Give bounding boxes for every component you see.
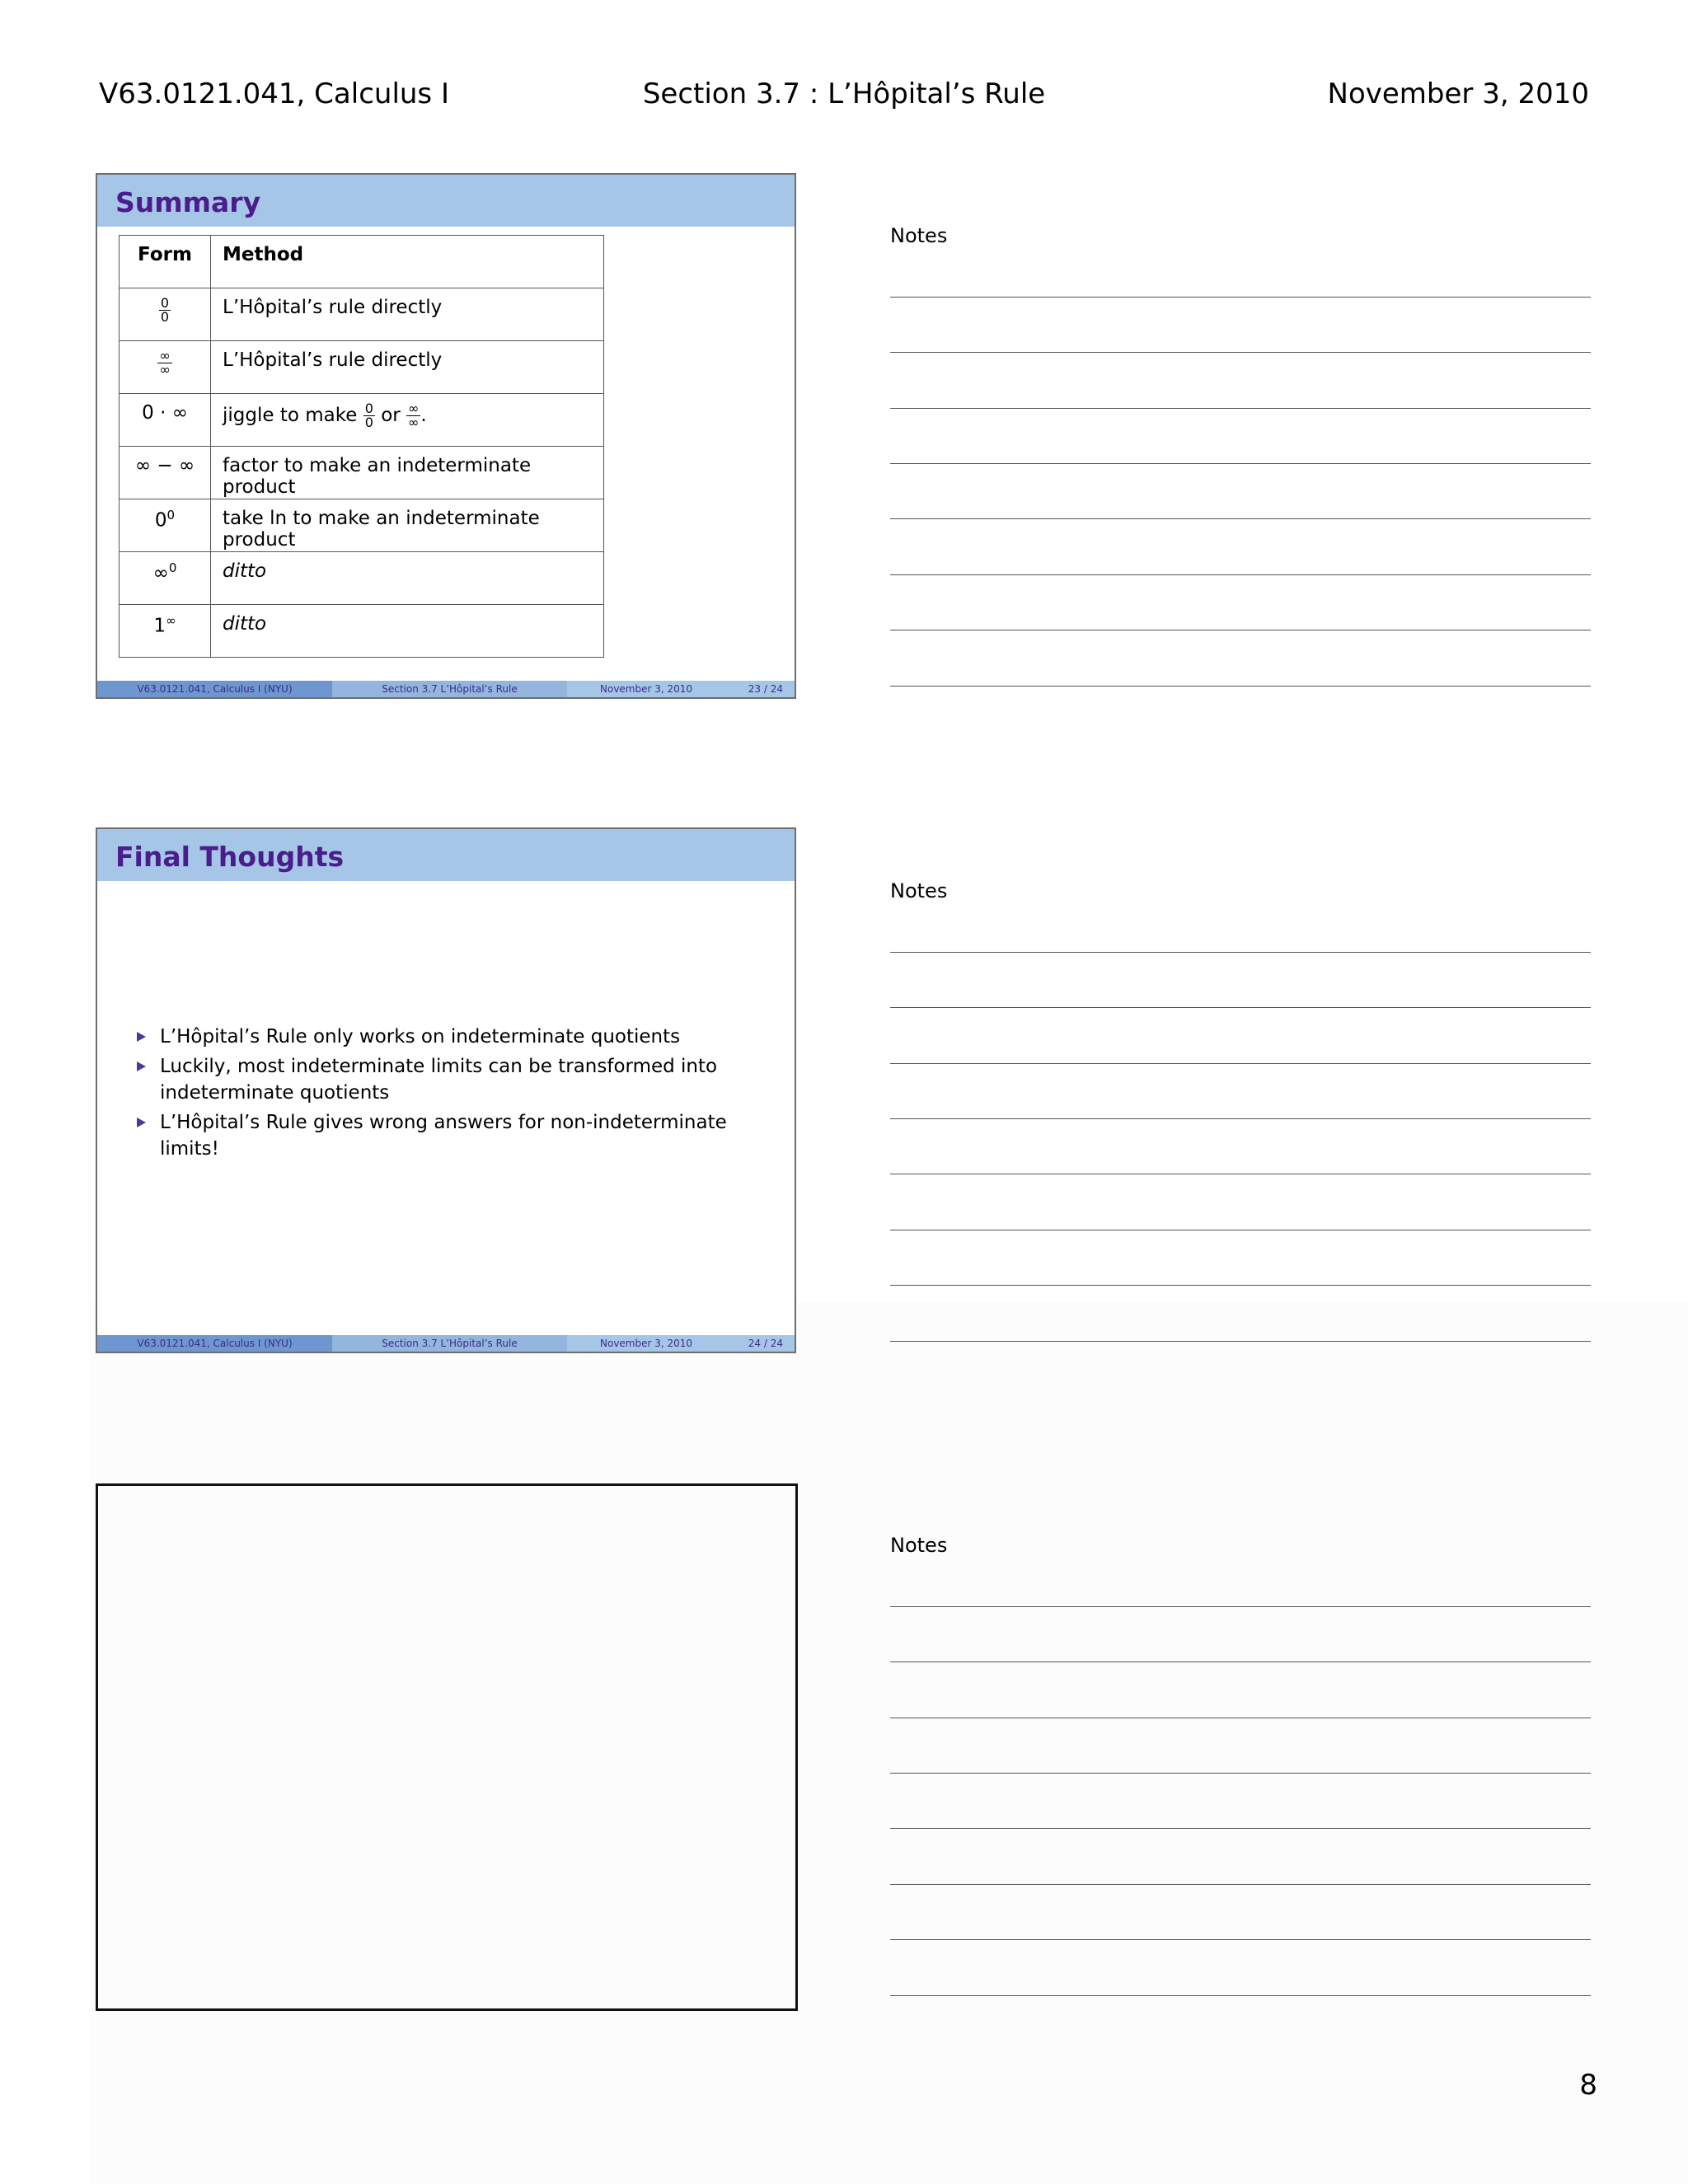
fraction <box>157 349 171 377</box>
page-number: 8 <box>1579 2069 1597 2102</box>
power-exponent: 0 <box>168 560 177 575</box>
form-cell: ∞ − ∞ <box>120 447 211 499</box>
header-date: November 3, 2010 <box>1327 77 1589 110</box>
method-cell: take ln to make an indeterminate product <box>211 499 604 552</box>
note-line <box>890 1606 1591 1607</box>
footer-course: V63.0121.041, Calculus I (NYU) <box>97 1335 332 1352</box>
slide-footer <box>97 681 795 697</box>
footer-date: November 3, 2010 <box>600 1338 693 1349</box>
header-section: Section 3.7 : L’Hôpital’s Rule <box>642 77 1046 110</box>
header-course: V63.0121.041, Calculus I <box>99 77 449 110</box>
footer-section: Section 3.7 L’Hôpital’s Rule <box>332 681 567 697</box>
slide-title: Summary <box>115 186 261 218</box>
form-cell <box>120 605 211 658</box>
footer-page: 24 / 24 <box>748 1338 783 1349</box>
blank-slide <box>96 1483 798 2011</box>
fraction-denominator: ∞ <box>408 415 420 430</box>
note-line <box>890 1007 1591 1008</box>
fraction-numerator: 0 <box>364 401 373 416</box>
method-cell: L’Hôpital’s rule directly <box>211 288 604 341</box>
slide-final-thoughts <box>96 827 796 1353</box>
notes-label: Notes <box>890 1534 948 1557</box>
footer-section: Section 3.7 L’Hôpital’s Rule <box>332 1335 567 1352</box>
fraction-denominator: ∞ <box>159 362 171 377</box>
method-text: . <box>420 405 427 426</box>
note-line <box>890 1939 1591 1940</box>
footer-right <box>567 681 795 697</box>
form-cell: 0 · ∞ <box>120 394 211 447</box>
form-cell <box>120 341 211 394</box>
fraction-denominator: 0 <box>160 309 170 325</box>
note-line <box>890 1063 1591 1064</box>
fraction <box>406 402 420 429</box>
footer-date: November 3, 2010 <box>600 683 693 695</box>
note-line <box>890 574 1591 575</box>
footer-page: 23 / 24 <box>748 683 783 695</box>
note-line <box>890 1884 1591 1885</box>
bullet-list <box>137 1024 763 1165</box>
note-line <box>890 518 1591 519</box>
method-cell: ditto <box>211 605 604 658</box>
footer-course: V63.0121.041, Calculus I (NYU) <box>97 681 332 697</box>
note-line <box>890 1285 1591 1286</box>
note-line <box>890 463 1591 464</box>
note-line <box>890 1995 1591 1996</box>
note-line <box>890 297 1591 298</box>
note-line <box>890 686 1591 687</box>
notes-label: Notes <box>890 224 948 247</box>
form-cell <box>120 499 211 552</box>
table-row <box>120 394 604 447</box>
footer-right <box>567 1335 795 1352</box>
table-row <box>120 499 604 552</box>
slide-footer <box>97 1335 795 1352</box>
list-item: Luckily, most indeterminate limits can be transformed into indeterminate quotients <box>137 1053 763 1106</box>
method-cell: L’Hôpital’s rule directly <box>211 341 604 394</box>
table-row <box>120 341 604 394</box>
column-header-method: Method <box>211 236 604 288</box>
power-exponent: 0 <box>166 508 176 523</box>
fraction <box>363 402 375 429</box>
note-line <box>890 1661 1591 1662</box>
column-header-form: Form <box>120 236 211 288</box>
fraction-numerator: 0 <box>160 295 170 311</box>
table-row <box>120 552 604 605</box>
form-cell <box>120 288 211 341</box>
notes-label: Notes <box>890 879 948 902</box>
power-base: 1 <box>153 615 166 637</box>
form-cell <box>120 552 211 605</box>
method-cell <box>211 394 604 447</box>
list-item: L’Hôpital’s Rule only works on indeterminate quotients <box>137 1024 763 1050</box>
note-line <box>890 1341 1591 1342</box>
note-line <box>890 408 1591 409</box>
method-cell: factor to make an indeterminate product <box>211 447 604 499</box>
slide-title: Final Thoughts <box>115 841 345 873</box>
power-base: 0 <box>154 509 167 532</box>
method-text: jiggle to make <box>223 405 358 426</box>
fraction-numerator: ∞ <box>408 401 420 416</box>
power-exponent: ∞ <box>166 613 176 628</box>
list-item: L’Hôpital’s Rule gives wrong answers for non-indeterminate limits! <box>137 1109 763 1162</box>
slide-summary <box>96 173 796 699</box>
fraction <box>159 297 171 324</box>
method-cell: ditto <box>211 552 604 605</box>
note-line <box>890 1118 1591 1119</box>
table-row <box>120 447 604 499</box>
table-header-row <box>120 236 604 288</box>
note-line <box>890 952 1591 953</box>
note-line <box>890 1773 1591 1774</box>
note-line <box>890 1828 1591 1829</box>
summary-table <box>119 235 604 658</box>
fraction-numerator: ∞ <box>159 348 171 363</box>
note-line <box>890 352 1591 353</box>
table-row <box>120 605 604 658</box>
method-text: or <box>381 405 401 426</box>
fraction-denominator: 0 <box>364 415 373 430</box>
power-base: ∞ <box>152 562 169 584</box>
table-row <box>120 288 604 341</box>
